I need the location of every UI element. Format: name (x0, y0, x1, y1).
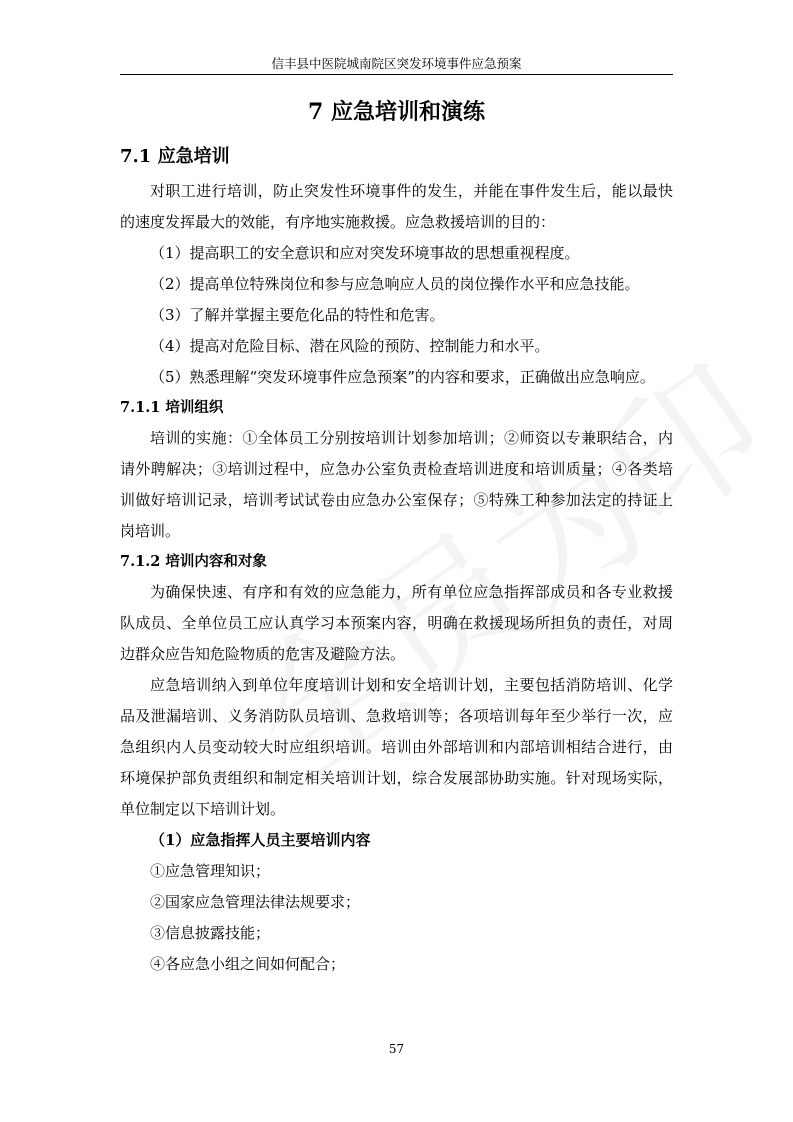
section-7-1-intro: 对职工进行培训，防止突发性环境事件的发生，并能在事件发生后，能以最快的速度发挥最大的效能，有序地实施救援。应急救援培训的目的： (120, 182, 673, 231)
training-goal-item: （5）熟悉理解“突发环境事件应急预案”的内容和要求，正确做出应急响应。 (150, 368, 655, 386)
chapter-title: 7 应急培训和演练 (308, 99, 485, 125)
training-content-item: ②国家应急管理法律法规要求； (150, 893, 361, 911)
training-goal-item: （3）了解并掌握主要危化品的特性和危害。 (150, 306, 445, 324)
training-goal-item: （1）提高职工的安全意识和应对突发环境事故的思想重视程度。 (150, 244, 580, 262)
page-header: 信丰县中医院城南院区突发环境事件应急预案 (271, 56, 522, 71)
training-content-item: ④各应急小组之间如何配合； (150, 955, 346, 973)
training-goal-item: （4）提高对危险目标、潜在风险的预防、控制能力和水平。 (150, 337, 550, 355)
page-number: 57 (388, 1042, 405, 1056)
section-heading-7-1: 7.1 应急培训 (120, 146, 230, 167)
training-content-subheading: （1）应急指挥人员主要培训内容 (150, 831, 371, 849)
document-body (120, 143, 673, 980)
training-content-item: ①应急管理知识； (150, 862, 271, 880)
section-7-1-1-text: 培训的实施：①全体员工分别按培训计划参加培训；②师资以专兼职结合，内请外聘解决；③培训过程中，应急办公室负责检查培训进度和培训质量；④各类培训做好培训记录，培训考试试卷由应急办公室保存；⑤特殊工种参加法定的持证上岗培训。 (120, 429, 673, 540)
section-heading-7-1-1: 7.1.1 培训组织 (120, 399, 224, 416)
section-7-1-2-paragraph: 为确保快速、有序和有效的应急能力，所有单位应急指挥部成员和各专业救援队成员、全单位员工应认真学习本预案内容，明确在救援现场所担负的责任，对周边群众应告知危险物质的危害及避险方法。 (120, 583, 673, 663)
section-heading-7-1-2: 7.1.2 培训内容和对象 (120, 553, 267, 570)
training-goal-item: （2）提高单位特殊岗位和参与应急响应人员的岗位操作水平和应急技能。 (150, 275, 640, 293)
header-rule (120, 74, 673, 75)
section-7-1-2-paragraph: 应急培训纳入到单位年度培训计划和安全培训计划，主要包括消防培训、化学品及泄漏培训、义务消防队员培训、急救培训等；各项培训每年至少举行一次，应急组织内人员变动较大时应组织培训。培训由外部培训和内部培训相结合进行，由环境保护部负责组织和制定相关培训计划，综合发展部协助实施。针对现场实际，单位制定以下培训计划。 (120, 676, 673, 818)
training-content-item: ③信息披露技能； (150, 924, 271, 942)
